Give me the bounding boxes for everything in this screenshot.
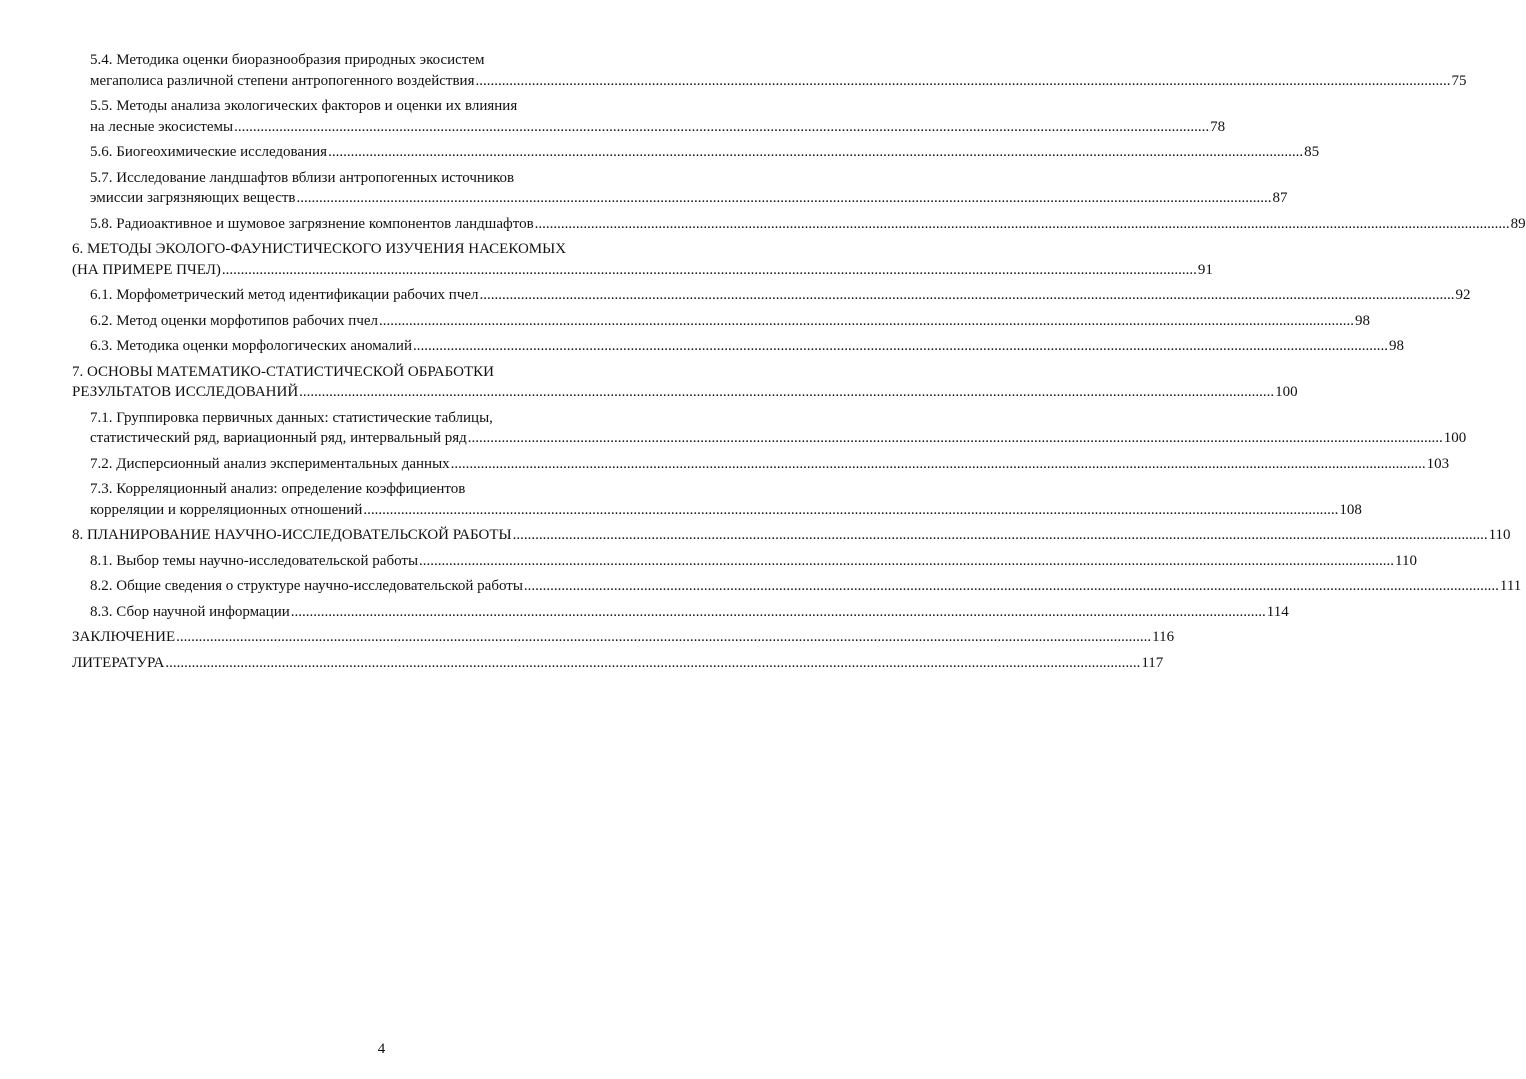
toc-section-entry[interactable] (72, 551, 1417, 572)
toc-entry-title-line: 5.8. Радиоактивное и шумовое загрязнение компонентов ландшафтов (90, 215, 534, 232)
toc-section-entry[interactable] (72, 50, 1467, 91)
toc-leader-dots: .................................................................................................................................................................................................................................................................... (234, 118, 1210, 135)
toc-entry-title-line: 8.1. Выбор темы научно-исследовательской работы (90, 552, 419, 569)
toc-leader-dots: .................................................................................................................................................................................................................................................................... (165, 654, 1141, 671)
toc-section-entry[interactable] (72, 168, 1288, 209)
toc-entry-title-line: 6.1. Морфометрический метод идентификации рабочих пчел (90, 287, 479, 303)
toc-page-number: 85 (1304, 144, 1320, 160)
toc-entry-title-line: 5.6. Биогеохимические исследования (90, 144, 328, 160)
toc-entry-title-line: мегаполиса различной степени антропогенного воздействия (90, 72, 475, 89)
toc-entry-title-line: 8.2. Общие сведения о структуре научно-исследовательской работы (90, 578, 523, 594)
toc-section-entry[interactable] (72, 285, 1471, 306)
toc-chapter-entry[interactable] (72, 239, 1213, 280)
toc-entry-title-line: ЗАКЛЮЧЕНИЕ (72, 629, 176, 645)
toc-entry-title-line: 5.5. Методы анализа экологических факторов и оценки их влияния (90, 98, 518, 114)
toc-chapter-entry[interactable] (72, 627, 1175, 648)
toc-leader-dots: .................................................................................................................................................................................................................................................................... (412, 338, 1388, 354)
toc-page-number: 87 (1272, 190, 1288, 206)
toc-page-number: 111 (1499, 578, 1522, 594)
toc-section-entry[interactable] (72, 142, 1320, 163)
toc-section-entry[interactable] (72, 408, 1467, 449)
toc-entry-title-line: 8. ПЛАНИРОВАНИЕ НАУЧНО-ИССЛЕДОВАТЕЛЬСКОЙ РАБОТЫ (72, 527, 512, 543)
toc-entry-title-line: 8.3. Сбор научной информации (90, 603, 290, 620)
toc-page-number: 114 (1266, 603, 1289, 620)
toc-chapter-entry[interactable] (72, 653, 1164, 674)
toc-entry-title-line: 5.4. Методика оценки биоразнообразия природных экосистем (90, 52, 485, 68)
table-of-contents (72, 50, 1526, 678)
toc-chapter-entry[interactable] (72, 525, 1511, 546)
toc-section-entry[interactable] (72, 602, 1289, 623)
toc-page-number: 92 (1455, 287, 1471, 303)
toc-section-entry[interactable] (72, 576, 1522, 597)
toc-page-number: 110 (1488, 527, 1511, 543)
toc-entry-title-line: 5.7. Исследование ландшафтов вблизи антропогенных источников (90, 169, 515, 186)
toc-entry-title-line: эмиссии загрязняющих веществ (90, 190, 296, 206)
toc-entry-title-line: на лесные экосистемы (90, 118, 234, 135)
toc-leader-dots: .................................................................................................................................................................................................................................................................... (328, 144, 1304, 160)
toc-leader-dots: .................................................................................................................................................................................................................................................................... (296, 190, 1272, 206)
toc-entry-title-line: 6.3. Методика оценки морфологических аномалий (90, 338, 412, 354)
toc-leader-dots: .................................................................................................................................................................................................................................................................... (534, 215, 1510, 232)
toc-leader-dots: .................................................................................................................................................................................................................................................................... (299, 384, 1275, 400)
toc-leader-dots: .................................................................................................................................................................................................................................................................... (467, 430, 1443, 446)
toc-page-number: 116 (1152, 629, 1175, 645)
toc-page-number: 98 (1355, 312, 1371, 329)
toc-page-number: 75 (1451, 72, 1467, 89)
toc-page-number: 98 (1388, 338, 1404, 354)
toc-chapter-entry[interactable] (72, 362, 1298, 403)
toc-section-entry[interactable] (72, 336, 1404, 357)
toc-leader-dots: .................................................................................................................................................................................................................................................................... (479, 287, 1455, 303)
toc-leader-dots: .................................................................................................................................................................................................................................................................... (512, 527, 1488, 543)
toc-section-entry[interactable] (72, 479, 1362, 520)
toc-section-entry[interactable] (72, 214, 1526, 235)
toc-page-number: 89 (1510, 215, 1526, 232)
toc-leader-dots: .................................................................................................................................................................................................................................................................... (475, 72, 1451, 89)
toc-entry-title-line: статистический ряд, вариационный ряд, интервальный ряд (90, 430, 467, 446)
toc-entry-title-line: ЛИТЕРАТУРА (72, 654, 165, 671)
toc-page-number: 100 (1443, 430, 1467, 446)
page-number: 4 (377, 1041, 386, 1057)
toc-entry-title-line: 7.2. Дисперсионный анализ экспериментальных данных (90, 455, 450, 472)
toc-section-entry[interactable] (72, 96, 1226, 137)
toc-section-entry[interactable] (72, 311, 1371, 332)
toc-page-number: 103 (1426, 455, 1450, 472)
toc-entry-title-line: корреляции и корреляционных отношений (90, 501, 363, 518)
toc-entry-title-line: (НА ПРИМЕРЕ ПЧЕЛ) (72, 261, 221, 278)
toc-leader-dots: .................................................................................................................................................................................................................................................................... (290, 603, 1266, 620)
toc-leader-dots: .................................................................................................................................................................................................................................................................... (523, 578, 1499, 594)
toc-leader-dots: .................................................................................................................................................................................................................................................................... (450, 455, 1426, 472)
toc-page-number: 108 (1339, 501, 1362, 518)
toc-entry-title-line: 6.2. Метод оценки морфотипов рабочих пчел (90, 312, 379, 329)
toc-leader-dots: .................................................................................................................................................................................................................................................................... (419, 552, 1395, 569)
toc-page-number: 110 (1395, 552, 1417, 569)
toc-page-number: 100 (1275, 384, 1298, 400)
toc-entry-title-line: РЕЗУЛЬТАТОВ ИССЛЕДОВАНИЙ (72, 384, 299, 400)
toc-leader-dots: .................................................................................................................................................................................................................................................................... (176, 629, 1152, 645)
toc-entry-title-line: 7.3. Корреляционный анализ: определение коэффициентов (90, 481, 466, 497)
toc-entry-title-line: 7. ОСНОВЫ МАТЕМАТИКО-СТАТИСТИЧЕСКОЙ ОБРАБОТКИ (72, 363, 494, 380)
toc-leader-dots: .................................................................................................................................................................................................................................................................... (221, 261, 1197, 278)
toc-entry-title-line: 7.1. Группировка первичных данных: статистические таблицы, (90, 409, 493, 426)
toc-leader-dots: .................................................................................................................................................................................................................................................................... (379, 312, 1355, 329)
toc-page-number: 117 (1141, 654, 1164, 671)
toc-entry-title-line: 6. МЕТОДЫ ЭКОЛОГО-ФАУНИСТИЧЕСКОГО ИЗУЧЕНИЯ НАСЕКОМЫХ (72, 241, 567, 257)
toc-leader-dots: .................................................................................................................................................................................................................................................................... (363, 501, 1339, 518)
toc-page-number: 78 (1210, 118, 1226, 135)
toc-page-number: 91 (1197, 261, 1213, 278)
toc-section-entry[interactable] (72, 454, 1450, 475)
